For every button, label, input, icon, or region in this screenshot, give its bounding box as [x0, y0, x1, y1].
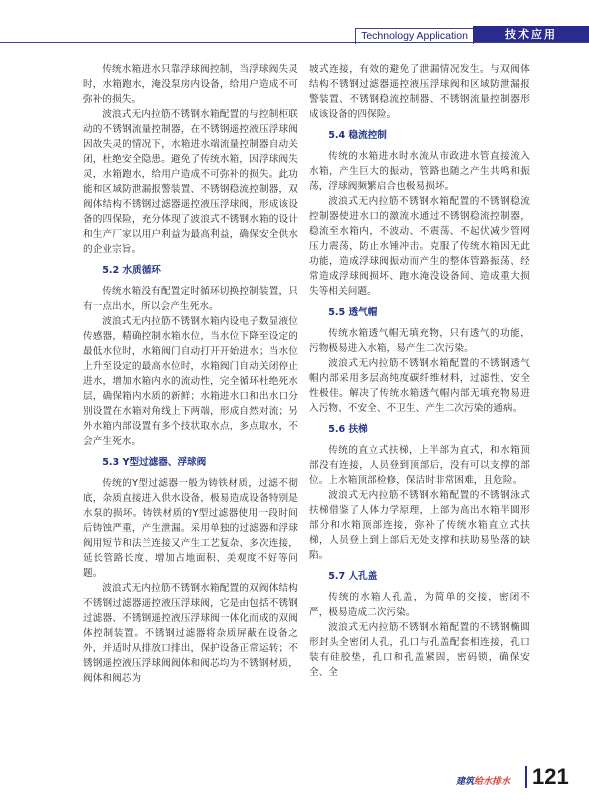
- paragraph: 波浪式无内拉筋不锈钢水箱配置的不锈钢泳式扶梯借鉴了人体力学原理，上部为高出水箱半圆形部分和水箱顶部连接，弥补了传统水箱直立式扶梯，人员登上到上部后无处支撑和扶助易坠落的缺陷。: [309, 490, 530, 561]
- section-heading: 5.7 人孔盖: [328, 571, 378, 582]
- paragraph: 传统水箱进水只靠浮球阀控制，当浮球阀失灵时，水箱跑水，淹没泵房内设备，给用户造成不可弥补的损失。: [83, 64, 298, 105]
- paragraph: 波浪式无内拉筋不锈钢水箱配置的不锈钢稳流控制器使进水口的激流水通过不锈钢稳流控制器，稳流至水箱内，不波动、不震荡、不起伏减少管网压力震荡，防止水锤冲击。克服了传统水箱因无此功能，造成浮球阀振动而产生的整体管路振荡、经常造成浮球阀损坏、跑水淹没设备间、造成重大损失等相关问题。: [309, 196, 530, 297]
- header-rule: [0, 42, 589, 43]
- paragraph: 坡式连接，有效的避免了泄漏情况发生。与双阀体结构不锈钢过滤器遥控液压浮球阀和区域防泄漏报警装置、不锈钢稳流控制器、不锈钢流量控制器形成该设备的四保险。: [309, 64, 530, 120]
- paragraph: 传统的Y型过滤器一般为铸铁材质，过滤不彻底，杂质直接进入供水设备，极易造成设备特别是水泵的损坏。铸铁材质的Y型过滤器使用一段时间后铸蚀严重，产生泄漏。采用单独的过滤器和浮球阀用短节和法兰连接又产生工艺复杂、多次连接，延长管路长度、增加占地面积、美观度不好等问题。: [83, 478, 298, 579]
- left-column: [83, 62, 298, 686]
- section-heading: 5.4 稳流控制: [328, 130, 387, 141]
- paragraph: 传统的水箱人孔盖，为简单的交接，密闭不严，极易造成二次污染。: [309, 592, 530, 618]
- journal-brand-part: 建筑: [456, 777, 475, 787]
- journal-brand: [456, 774, 510, 787]
- section-heading: 5.3 Y型过滤器、浮球阀: [102, 457, 207, 468]
- section-label-chinese: 技术应用: [473, 26, 589, 43]
- paragraph: 波浪式无内拉筋不锈钢水箱内设电子数显液位传感器，精确控制水箱水位，当水位下降至设定的最低水位时，水箱阀门自动打开开始进水；当水位上升至设定的最高水位时，水箱阀门自动关闭停止进水，增加水箱内水的流动性，完全循环杜绝死水层，确保箱内水质的新鲜；水箱进水口和出水口分别设置在水箱对角线上下两端，形成自然对流；另外水箱内部设置有多个技状取水点，多点取水，不会产生死水。: [83, 316, 298, 447]
- right-column: [309, 62, 530, 680]
- journal-brand-highlight: 给水排水: [474, 777, 511, 787]
- paragraph: 波浪式无内拉筋不锈钢水箱配置的双阀体结构不锈钢过滤器遥控液压浮球阀，它是由包括不锈钢过滤器、不锈钢遥控液压浮球阀一体化而成的双阀体控制装置。不锈钢过滤器将杂质屏蔽在设备之外，并适时从排放口排出，保护设备正常运转；不锈钢遥控液压浮球阀阀体和阀芯均为不锈钢材质，阀体和阀芯为: [83, 583, 298, 684]
- paragraph: 传统水箱没有配置定时循环切换控制装置，只有一点出水，所以会产生死水。: [83, 286, 298, 312]
- section-heading: 5.5 透气帽: [328, 307, 378, 318]
- page-number: 121: [532, 764, 569, 789]
- section-heading: 5.6 扶梯: [328, 424, 368, 435]
- paragraph: 传统的直立式扶梯，上半部为直式，和水箱顶部没有连接，人员登到顶部后，没有可以支撑的部位。上水箱顶部检修，保洁时非常困难，且危险。: [309, 445, 530, 486]
- paragraph: 波浪式无内拉筋不锈钢水箱配置的与控制柜联动的不锈钢流量控制器，在不锈钢遥控液压浮球阀因故失灵的情况下，水箱进水端流量控制器自动关闭，杜绝安全隐患。避免了传统水箱，因浮球阀失灵，水箱跑水，给用户造成不可弥补的损失。此功能和区域防泄漏报警装置、不锈钢稳流控制器，双阀体结构不锈钢过滤器遥控液压浮球阀，形成该设备的四保险，充分体现了波浪式不锈钢水箱的设计和生产厂家以用户利益为最高利益，确保安全供水的企业宗旨。: [83, 109, 298, 255]
- paragraph: 波浪式无内拉筋不锈钢水箱配置的不锈钢椭圆形封头全密闭人孔，孔口与孔盖配套相连接，孔口装有硅胶垫，孔口和孔盖紧固，密码锁，确保安全、全: [309, 622, 530, 678]
- paragraph: 波浪式无内拉筋不锈钢水箱配置的不锈钢透气帽内部采用多层高纯度碳纤维材料，过滤性、安全性极佳。解决了传统水箱透气帽内部无填充物易进入污物、不安全、不卫生、产生二次污染的通病。: [309, 358, 530, 414]
- paragraph: 传统的水箱进水时水流从市政进水管直接流入水箱，产生巨大的振动，管路也随之产生共鸣和振荡，浮球阀频繁启合也极易损坏。: [309, 151, 530, 192]
- section-heading: 5.2 水质循环: [102, 265, 161, 276]
- paragraph: 传统水箱透气帽无填充物，只有透气的功能，污物极易进入水箱，易产生二次污染。: [309, 328, 530, 354]
- section-label-english: Technology Application: [355, 28, 474, 44]
- footer-divider: [525, 766, 527, 788]
